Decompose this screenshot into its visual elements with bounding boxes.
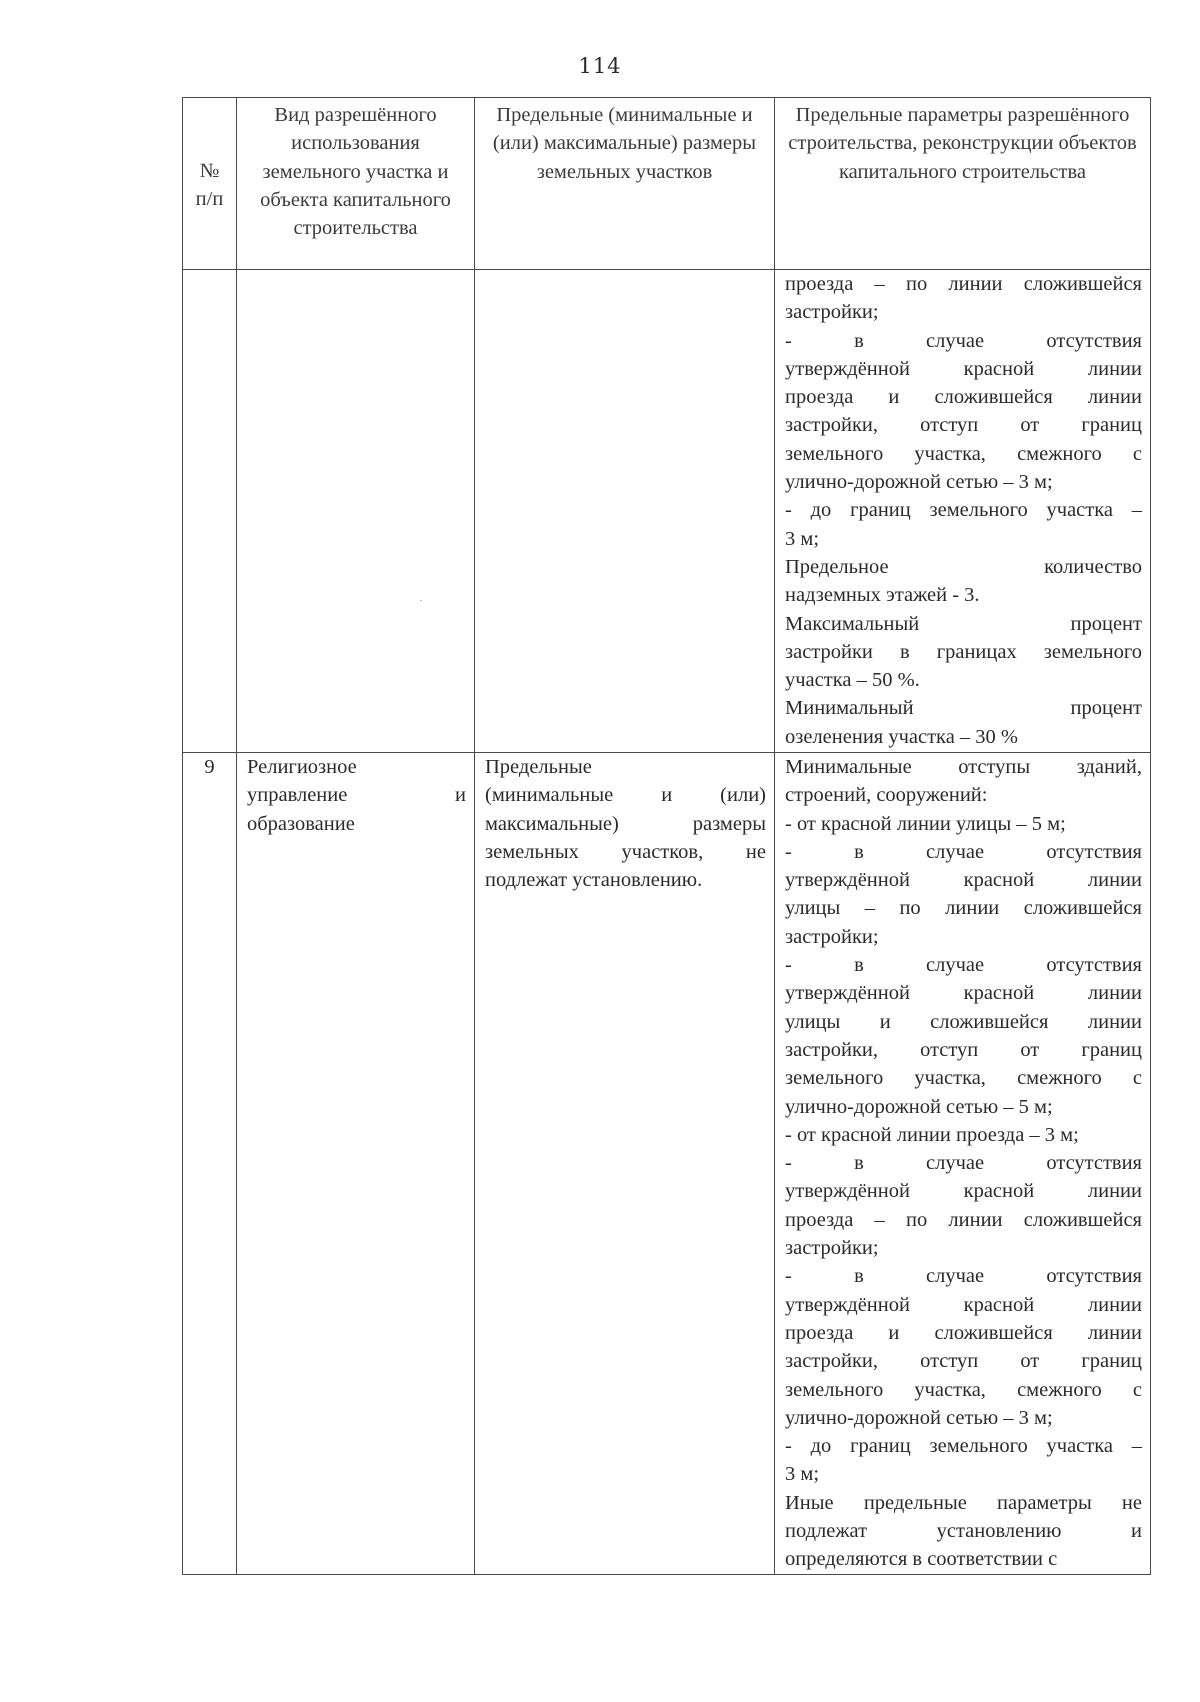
text-line: земельного участка, смежного с: [785, 1067, 1142, 1090]
text-line: (минимальные и (или): [485, 784, 766, 807]
scan-speck: [420, 600, 422, 601]
cell-number-9: [183, 753, 237, 1575]
text-line: Максимальный процент: [785, 612, 1142, 635]
text-line: Предельное количество: [785, 555, 1142, 578]
header-use-type: [237, 98, 475, 270]
text-line: застройки, отступ от границ: [785, 1350, 1142, 1373]
text-line: 3 м;: [785, 527, 820, 550]
header-build-params-text: Предельные параметры разрешённого строительства, реконструкции объектов капитального строительства: [788, 104, 1137, 183]
text-line: утверждённой красной линии: [785, 1180, 1142, 1203]
text-line: застройки, отступ от границ: [785, 414, 1142, 437]
text-line: застройки;: [785, 1237, 879, 1260]
page-number: 114: [578, 54, 622, 78]
header-plot-size-text: Предельные (минимальные и (или) максимальные) размеры земельных участков: [492, 104, 757, 183]
text-line: подлежат установлению и: [785, 1520, 1142, 1543]
plot-size-text: [475, 753, 774, 894]
text-line: проезда – по линии сложившейся: [785, 273, 1142, 295]
text-line: Предельные: [485, 756, 592, 778]
table-header-row: [183, 98, 1151, 270]
table-row-9: [183, 753, 1151, 1575]
params-text: [775, 753, 1150, 1574]
table-row-continuation: [183, 270, 1151, 753]
text-line: утверждённой красной линии: [785, 982, 1142, 1005]
row-number: 9: [204, 756, 215, 778]
text-line: надземных этажей - 3.: [785, 584, 980, 607]
text-line: строений, сооружений:: [785, 784, 988, 807]
cell-plot-size-9: [475, 753, 775, 1575]
text-line: - до границ земельного участка –: [785, 1435, 1142, 1458]
text-line: - в случае отсутствия: [785, 954, 1142, 977]
header-use-type-text: Вид разрешённого использования земельного участка и объекта капитального строительства: [260, 104, 451, 240]
cell-params-continuation: [775, 270, 1151, 753]
text-line: 3 м;: [785, 1463, 820, 1486]
params-continuation-text: [775, 270, 1150, 751]
text-line: определяются в соответствии с: [785, 1548, 1058, 1571]
zoning-table: [182, 97, 1151, 1575]
text-line: Религиозное: [247, 756, 357, 778]
header-number: [183, 98, 237, 270]
header-number-text: № п/п: [195, 159, 224, 210]
text-line: земельного участка, смежного с: [785, 442, 1142, 465]
text-line: застройки, отступ от границ: [785, 1038, 1142, 1061]
text-line: утверждённой красной линии: [785, 869, 1142, 892]
text-line: проезда и сложившейся линии: [785, 1321, 1142, 1344]
text-line: - до границ земельного участка –: [785, 499, 1142, 522]
text-line: застройки;: [785, 301, 879, 324]
text-line: застройки в границах земельного: [785, 640, 1142, 663]
cell-number-empty: [183, 270, 237, 753]
text-line: улично-дорожной сетью – 5 м;: [785, 1095, 1053, 1118]
text-line: - от красной линии проезда – 3 м;: [785, 1123, 1079, 1146]
cell-plot-size-empty: [475, 270, 775, 753]
text-line: утверждённой красной линии: [785, 1293, 1142, 1316]
text-line: - в случае отсутствия: [785, 329, 1142, 352]
text-line: управление и: [247, 784, 466, 807]
text-line: Минимальный процент: [785, 697, 1142, 720]
text-line: - от красной линии улицы – 5 м;: [785, 812, 1066, 835]
text-line: образование: [247, 812, 355, 835]
text-line: - в случае отсутствия: [785, 1265, 1142, 1288]
text-line: улицы и сложившейся линии: [785, 1010, 1142, 1033]
text-line: застройки;: [785, 925, 879, 948]
text-line: проезда и сложившейся линии: [785, 386, 1142, 409]
text-line: подлежат установлению.: [485, 869, 703, 892]
text-line: улицы – по линии сложившейся: [785, 897, 1142, 920]
text-line: Минимальные отступы зданий,: [785, 756, 1142, 778]
text-line: улично-дорожной сетью – 3 м;: [785, 471, 1053, 494]
text-line: - в случае отсутствия: [785, 840, 1142, 863]
text-line: участка – 50 %.: [785, 669, 920, 692]
cell-params-9: [775, 753, 1151, 1575]
text-line: проезда – по линии сложившейся: [785, 1208, 1142, 1231]
text-line: Иные предельные параметры не: [785, 1491, 1142, 1514]
text-line: земельного участка, смежного с: [785, 1378, 1142, 1401]
header-build-params: [775, 98, 1151, 270]
text-line: озеленения участка – 30 %: [785, 725, 1019, 748]
cell-use-type-empty: [237, 270, 475, 753]
text-line: улично-дорожной сетью – 3 м;: [785, 1406, 1053, 1429]
text-line: утверждённой красной линии: [785, 357, 1142, 380]
text-line: земельных участков, не: [485, 840, 766, 863]
text-line: - в случае отсутствия: [785, 1152, 1142, 1175]
header-plot-size: [475, 98, 775, 270]
cell-use-type-9: [237, 753, 475, 1575]
use-type-text: [237, 753, 474, 838]
text-line: максимальные) размеры: [485, 812, 766, 835]
